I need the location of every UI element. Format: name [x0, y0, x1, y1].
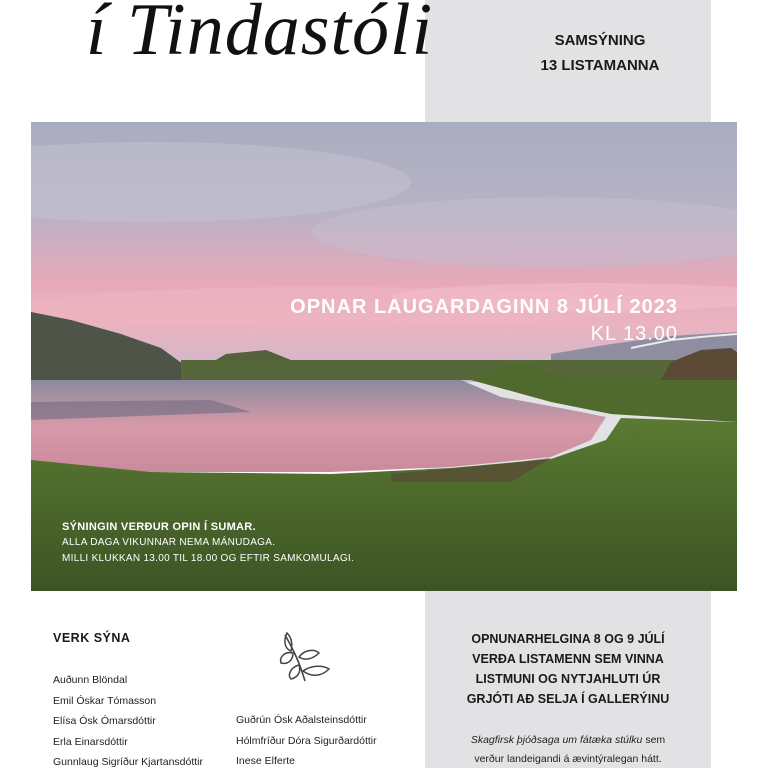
opening-time: KL 13.00 — [590, 323, 678, 345]
opening-date: OPNAR LAUGARDAGINN 8 JÚLÍ 2023 — [290, 296, 678, 318]
subtitle-line-1: SAMSÝNING — [554, 32, 646, 49]
folk-tale-line-2: verður landeigandi á ævintýralegan hátt. — [474, 753, 662, 765]
summer-hours-note — [62, 519, 354, 567]
artist-name: Erla Einarsdóttir — [53, 735, 128, 748]
info-line: OPNUNARHELGINA 8 OG 9 JÚLÍ — [471, 632, 665, 646]
artist-name: Gunnlaug Sigríður Kjartansdóttir — [53, 756, 203, 768]
folk-tale-italic: Skagfirsk þjóðsaga um fátæka stúlku — [470, 734, 643, 746]
opening-weekend-info — [440, 629, 696, 709]
opening-announcement — [290, 294, 678, 348]
info-line: LISTMUNI OG NYTJAHLUTI ÚR — [475, 672, 661, 686]
artist-name: Auðunn Blöndal — [53, 674, 128, 686]
folk-tale-description — [440, 731, 696, 769]
folk-tale-line-1-rest: sem — [642, 734, 666, 746]
summer-note-line-2: ALLA DAGA VIKUNNAR NEMA MÁNUDAGA. — [62, 537, 276, 548]
artist-name: Emil Óskar Tómasson — [53, 694, 157, 707]
artist-name: Inese Elferte — [236, 755, 295, 767]
exhibition-title: í Tindastóli — [86, 0, 434, 71]
leaf-branch-icon — [273, 627, 335, 692]
artists-column-1 — [53, 670, 203, 773]
artist-name: Elísa Ósk Ómarsdóttir — [53, 715, 156, 727]
summer-note-line-3: MILLI KLUKKAN 13.00 TIL 18.00 OG EFTIR SAMKOMULAGI. — [62, 553, 355, 564]
artists-column-2 — [236, 710, 377, 772]
info-line: GRJÓTI AÐ SELJA Í GALLERÝINU — [466, 692, 670, 706]
info-line: VERÐA LISTAMENN SEM VINNA — [472, 652, 664, 666]
folk-tale-line-1 — [440, 731, 696, 750]
subtitle-line-2: 13 LISTAMANNA — [540, 57, 660, 74]
artists-heading: VERK SÝNA — [53, 631, 131, 645]
summer-note-line-1: SÝNINGIN VERÐUR OPIN Í SUMAR. — [62, 521, 256, 533]
artist-name: Hólmfríður Dóra Sigurðardóttir — [236, 734, 377, 747]
exhibition-subtitle — [500, 28, 700, 78]
artist-name: Guðrún Ósk Aðalsteinsdóttir — [236, 714, 367, 726]
